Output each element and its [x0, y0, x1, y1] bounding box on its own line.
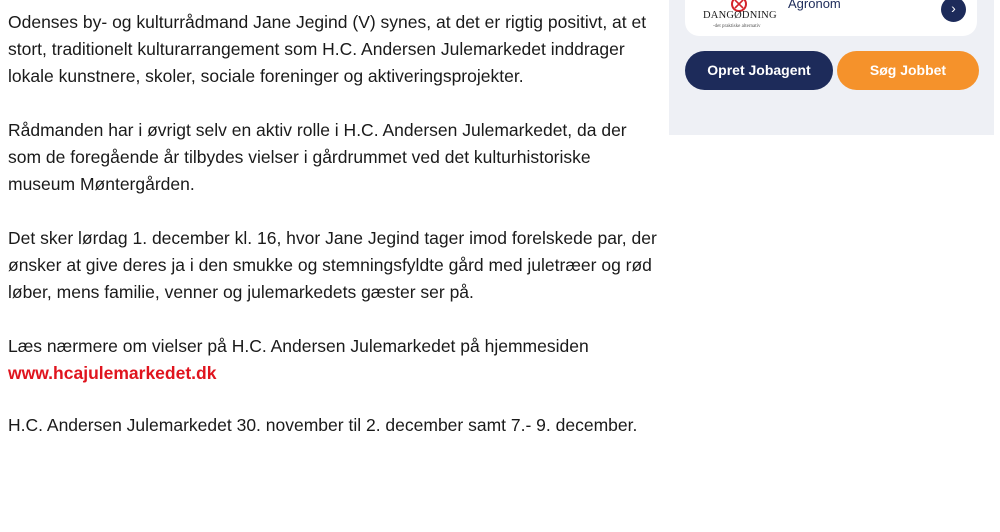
job-title[interactable]: Agronom — [788, 0, 841, 11]
article-paragraph: Rådmanden har i øvrigt selv en aktiv rolle i H.C. Andersen Julemarkedet, da der som de foregående år tilbydes vielser i gårdrummet ved det kulturhistoriske museum Møntergården. — [8, 120, 627, 194]
article-paragraph-text: Læs nærmere om vielser på H.C. Andersen Julemarkedet på hjemmesiden — [8, 336, 589, 356]
company-logo-text: DANGØDNING — [703, 10, 777, 21]
article-paragraph: H.C. Andersen Julemarkedet 30. november til 2. december samt 7.- 9. december. — [8, 415, 638, 435]
create-job-agent-button[interactable]: Opret Jobagent — [685, 51, 833, 90]
chevron-right-icon[interactable]: › — [941, 0, 966, 22]
job-sidebar — [669, 0, 994, 135]
job-listing-card[interactable] — [685, 0, 977, 36]
article-paragraph — [8, 333, 658, 387]
apply-job-button[interactable]: Søg Jobbet — [837, 51, 979, 90]
company-logo — [703, 0, 781, 36]
website-link[interactable]: www.hcajulemarkedet.dk — [8, 363, 217, 383]
article-paragraph: Det sker lørdag 1. december kl. 16, hvor Jane Jegind tager imod forelskede par, der ønsker at give deres ja i den smukke og stemningsfyldte gård med juletræer og rød løber, mens familie, venner og julemarkedets gæster ser på. — [8, 228, 657, 302]
article-paragraph: Odenses by- og kulturrådmand Jane Jegind (V) synes, at det er rigtig positivt, at et stort, traditionelt kulturarrangement som H.C. Andersen Julemarkedet inddrager lokale kunstnere, skoler, sociale foreninger og aktiveringsprojekter. — [8, 12, 647, 86]
company-logo-tagline: -det praktiske alternativ — [713, 24, 761, 29]
